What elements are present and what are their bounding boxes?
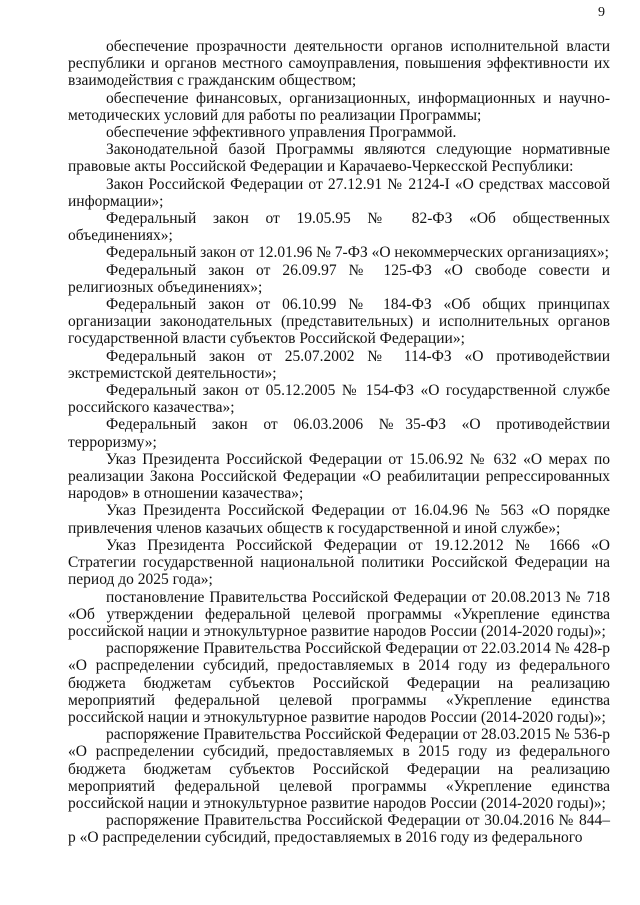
- list-item-freedom-of-conscience-law: Федеральный закон от 26.09.97 № 125-ФЗ «О свободе совести и религиозных объединениях»;: [68, 261, 610, 296]
- list-item-order-536r: распоряжение Правительства Российской Федерации от 28.03.2015 № 536-р «О распределении субсидий, предоставляемых в 2015 году из федерального бюджета бюджетам субъектов Российской Федерации на реализацию мероприятий федеральной целевой программы «Укрепление единства российской нации и этнокультурное развитие народов России (2014-2020 годы)»;: [68, 726, 610, 812]
- paragraph-transparency: обеспечение прозрачности деятельности органов исполнительной власти республики и органов местного самоуправления, повышения эффективности их взаимодействия с гражданским обществом;: [68, 38, 610, 90]
- list-item-resolution-718: постановление Правительства Российской Федерации от 20.08.2013 № 718 «Об утверждении федеральной целевой программы «Укрепление единства российской нации и этнокультурное развитие народов России (2014-2020 годы)»;: [68, 588, 610, 640]
- paragraph-program-management: обеспечение эффективного управления Программой.: [106, 124, 457, 142]
- list-item-public-associations-law: Федеральный закон от 19.05.95 № 82-ФЗ «Об общественных объединениях»;: [68, 210, 610, 245]
- list-item-extremism-law: Федеральный закон от 25.07.2002 № 114-ФЗ «О противодействии экстремистской деятельности»;: [68, 347, 610, 382]
- list-item-order-428r: распоряжение Правительства Российской Федерации от 22.03.2014 № 428-р «О распределении субсидий, предоставляемых в 2014 году из федерального бюджета бюджетам субъектов Российской Федерации на реализацию мероприятий федеральной целевой программы «Укрепление единства российской нации и этнокультурное развитие народов России (2014-2020 годы)»;: [68, 640, 610, 726]
- list-item-decree-632: Указ Президента Российской Федерации от 15.06.92 № 632 «О мерах по реализации Закона Российской Федерации «О реабилитации репрессированных народов» в отношении казачества»;: [68, 450, 610, 503]
- list-item-cossack-service-law: Федеральный закон от 05.12.2005 № 154-ФЗ «О государственной службе российского казачества»;: [68, 382, 610, 417]
- page-number: 9: [598, 5, 605, 20]
- list-item-order-844r: распоряжение Правительства Российской Федерации от 30.04.2016 № 844–р «О распределении субсидий, предоставляемых в 2016 году из федерального: [68, 812, 610, 847]
- list-item-terrorism-law: Федеральный закон от 06.03.2006 №35-ФЗ «О противодействии терроризму»;: [68, 416, 610, 451]
- paragraph-financial-support: обеспечение финансовых, организационных, информационных и научно-методических условий для работы по реализации Программы;: [68, 89, 610, 124]
- list-item-decree-563: Указ Президента Российской Федерации от 16.04.96 № 563 «О порядке привлечения членов казачьих обществ к государственной и иной службе»;: [68, 502, 610, 537]
- list-item-decree-1666: Указ Президента Российской Федерации от 19.12.2012 № 1666 «О Стратегии государственной национальной политики Российской Федерации на период до 2025 года»;: [68, 536, 610, 589]
- list-item-general-principles-law: Федеральный закон от 06.10.99 № 184-ФЗ «Об общих принципах организации законодательных (представительных) и исполнительных органов государственной власти субъектов Российской Федерации»;: [68, 296, 610, 348]
- list-item-mass-media-law: Закон Российской Федерации от 27.12.91 № 2124-I «О средствах массовой информации»;: [68, 175, 610, 210]
- list-item-nonprofit-law: Федеральный закон от 12.01.96 № 7-ФЗ «О некоммерческих организациях»;: [106, 244, 609, 262]
- document-body: [68, 38, 610, 847]
- paragraph-legal-basis: Законодательной базой Программы являются следующие нормативные правовые акты Российской Федерации и Карачаево-Черкесской Республики:: [68, 141, 610, 176]
